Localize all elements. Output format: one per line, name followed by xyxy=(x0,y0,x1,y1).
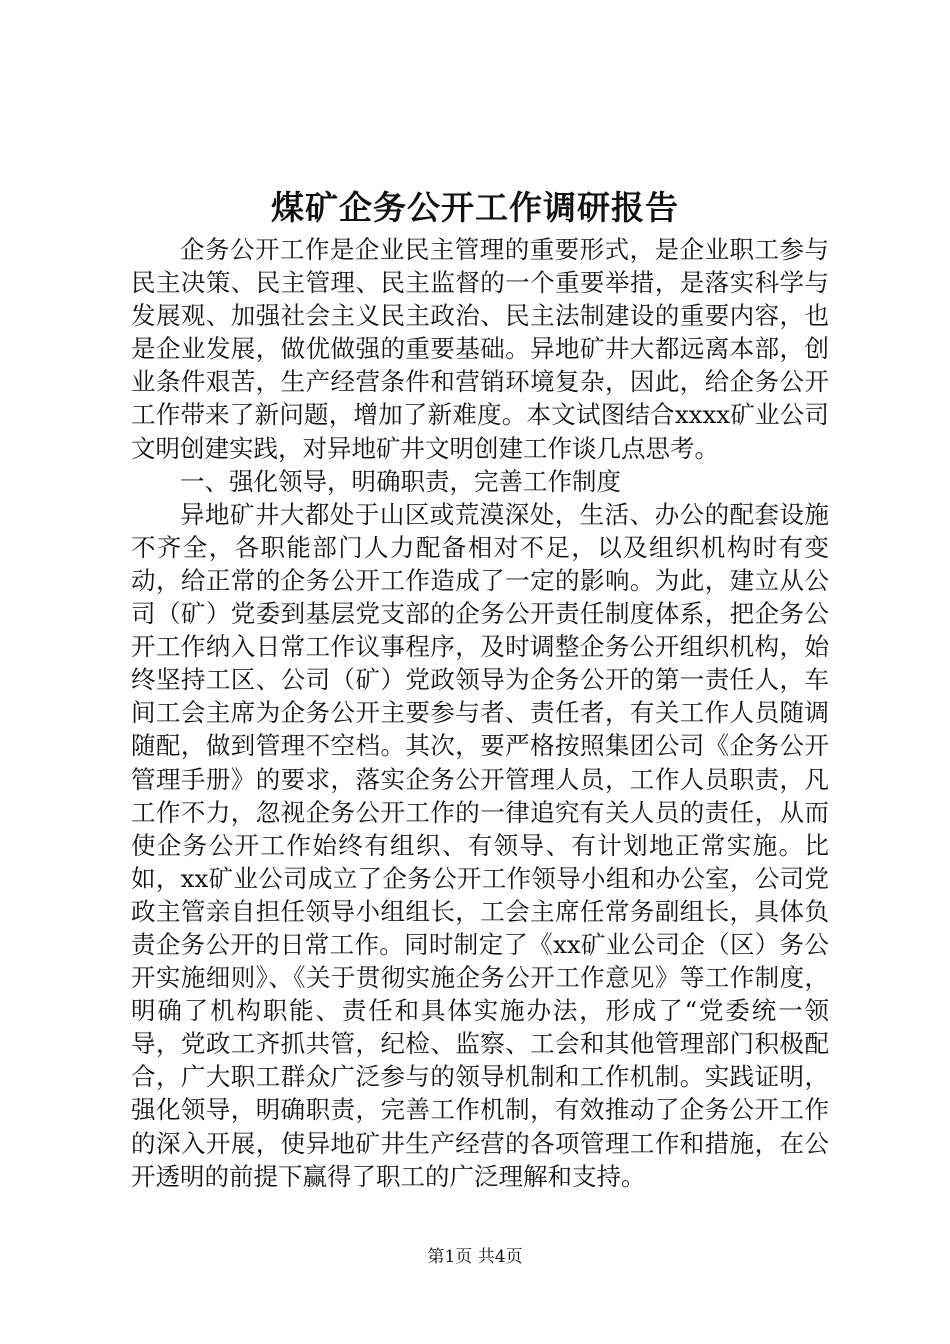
body-paragraph-section-1: 异地矿井大都处于山区或荒漠深处，生活、办公的配套设施不齐全，各职能部门人力配备相对不足，以及组织机构时有变动，给正常的企务公开工作造成了一定的影响。为此，建立从公司（矿）党委到基层党支部的企务公开责任制度体系，把企务公开工作纳入日常工作议事程序，及时调整企务公开组织机构，始终坚持工区、公司（矿）党政领导为企务公开的第一责任人，车间工会主席为企务公开主要参与者、责任者，有关工作人员随调随配，做到管理不空档。其次，要严格按照集团公司《企务公开管理手册》的要求，落实企务公开管理人员，工作人员职责，凡工作不力，忽视企务公开工作的一律追究有关人员的责任，从而使企务公开工作始终有组织、有领导、有计划地正常实施。比如，xx矿业公司成立了企务公开工作领导小组和办公室，公司党政主管亲自担任领导小组组长，工会主席任常务副组长，具体负责企务公开的日常工作。同时制定了《xx矿业公司企（区）务公开实施细则》、《关于贯彻实施企务公开工作意见》等工作制度，明确了机构职能、责任和具体实施办法，形成了“党委统一领导，党政工齐抓共管，纪检、监察、工会和其他管理部门积极配合，广大职工群众广泛参与的领导机制和工作机制。实践证明，强化领导，明确职责，完善工作机制，有效推动了企务公开工作的深入开展，使异地矿井生产经营的各项管理工作和措施，在公开透明的前提下赢得了职工的广泛理解和支持。 xyxy=(131,499,829,1191)
page-footer: 第1页 共4页 xyxy=(427,1247,523,1267)
document-body xyxy=(131,233,829,1193)
document-title: 煤矿企务公开工作调研报告 xyxy=(271,188,679,227)
section-heading-1: 一、强化领导，明确职责，完善工作制度 xyxy=(180,466,621,496)
body-paragraph-intro: 企务公开工作是企业民主管理的重要形式，是企业职工参与民主决策、民主管理、民主监督的一个重要举措，是落实科学与发展观、加强社会主义民主政治、民主法制建设的重要内容，也是企业发展，做优做强的重要基础。异地矿井大都远离本部，创业条件艰苦，生产经营条件和营销环境复杂，因此，给企务公开工作带来了新问题，增加了新难度。本文试图结合xxxx矿业公司文明创建实践，对异地矿井文明创建工作谈几点思考。 xyxy=(131,235,829,463)
